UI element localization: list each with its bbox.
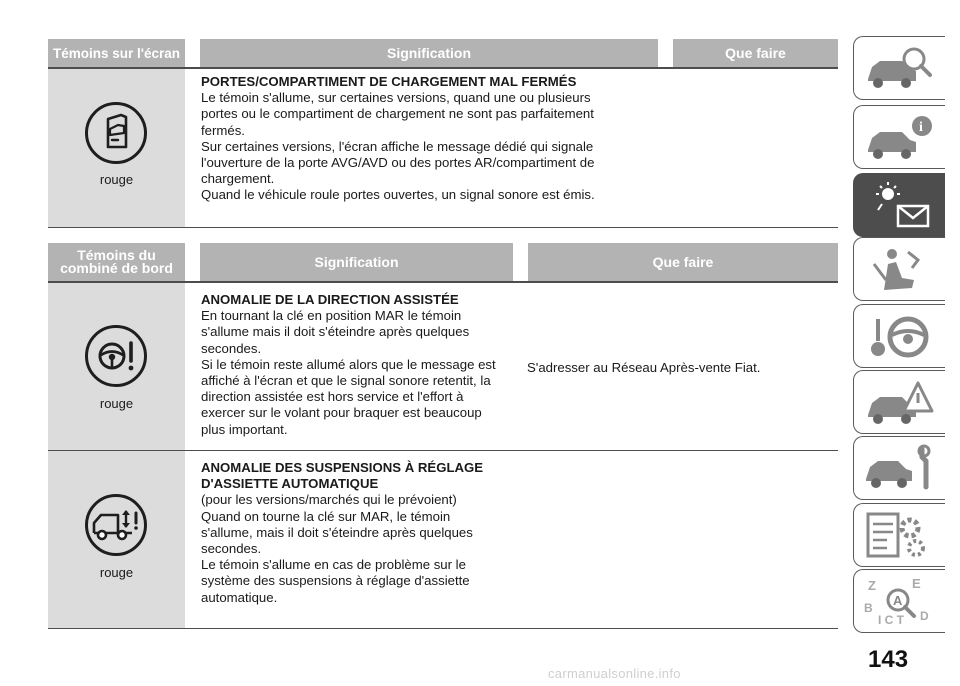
text-line: portes ou le compartiment de chargement ne sont pas parfaitement: [201, 106, 594, 122]
steering-wheel-warning-icon: [85, 325, 147, 387]
text-line: Si le témoin reste allumé alors que le message est: [201, 356, 496, 372]
table2-row2-color: rouge: [99, 565, 134, 580]
text-line: direction assistée est hors service et l'effort à: [201, 389, 464, 405]
tab-emergency[interactable]: [853, 370, 945, 434]
table2-header-meaning: Signification: [200, 243, 513, 281]
tab-safety[interactable]: [853, 237, 945, 301]
svg-text:Z: Z: [868, 578, 876, 593]
steering-key-icon: [862, 311, 938, 363]
table2-row2-title: ANOMALIE DES SUSPENSIONS À RÉGLAGE D'ASSIETTE AUTOMATIQUE: [201, 460, 484, 492]
svg-text:B: B: [864, 601, 873, 615]
table1-header-action: Que faire: [673, 39, 838, 67]
table2-header-indicator: Témoins du combiné de bord: [48, 243, 185, 281]
table2-header-action: Que faire: [528, 243, 838, 281]
tab-index[interactable]: [853, 569, 945, 633]
table2-row1-color: rouge: [99, 396, 134, 411]
text-line: chargement.: [201, 171, 275, 187]
page-number: 143: [868, 646, 909, 673]
data-gear-icon: [862, 510, 938, 562]
text-line: Le témoin s'allume en cas de problème sur le: [201, 557, 466, 573]
table1-row1-title: PORTES/COMPARTIMENT DE CHARGEMENT MAL FERMÉS: [201, 74, 577, 89]
text-line: s'allume mais il doit s'éteindre après quelques: [201, 324, 470, 340]
table1-row-rule: [48, 227, 838, 228]
text-line: secondes.: [201, 541, 262, 557]
tab-car-info[interactable]: [853, 105, 945, 169]
text-line: Quand le véhicule roule portes ouvertes, un signal sonore est émis.: [201, 187, 595, 203]
table1-row1-meaning: [201, 74, 661, 204]
index-search-icon: [862, 576, 938, 628]
car-search-icon: [862, 43, 938, 95]
table2-row1-meaning: [201, 292, 521, 438]
text-line: secondes.: [201, 340, 262, 356]
text-line: Quand on tourne la clé sur MAR, le témoin: [201, 508, 451, 524]
text-line: l'ouverture de la porte AVG/AVD ou des portes AR/compartiment de: [201, 155, 595, 171]
table2-row1-title: ANOMALIE DE LA DIRECTION ASSISTÉE: [201, 292, 459, 307]
door-open-icon: [85, 102, 147, 164]
table2-bottom-rule: [48, 628, 838, 629]
text-line: exercer sur le volant pour braquer est beaucoup: [201, 405, 482, 421]
text-line: Sur certaines versions, l'écran affiche le message dédié qui signale: [201, 138, 594, 154]
svg-text:E: E: [912, 576, 921, 591]
tab-starting-driving[interactable]: [853, 304, 945, 368]
watermark: carmanualsonline.info: [548, 666, 681, 681]
table2-row2-meaning: [201, 460, 521, 606]
tab-warning-lights[interactable]: [853, 173, 945, 237]
svg-text:A: A: [893, 593, 903, 608]
seat-airbag-icon: [862, 244, 938, 296]
svg-text:i: i: [919, 120, 923, 135]
text-line: affiché à l'écran et que le signal sonore retentit, la: [201, 373, 491, 389]
text-line: Le témoin s'allume, sur certaines versions, quand une ou plusieurs: [201, 90, 591, 106]
text-line: plus important.: [201, 421, 288, 437]
svg-text:D: D: [920, 609, 929, 623]
svg-text:I C T: I C T: [878, 613, 904, 627]
car-info-icon: [862, 112, 938, 164]
text-line: système des suspensions à réglage d'assiette: [201, 573, 470, 589]
text-line: (pour les versions/marchés qui le prévoient): [201, 492, 457, 508]
suspension-level-icon: [85, 494, 147, 556]
tab-car-search[interactable]: [853, 36, 945, 100]
text-line: En tournant la clé en position MAR le témoin: [201, 308, 462, 324]
warning-light-message-icon: [862, 180, 938, 232]
tab-technical-data[interactable]: [853, 503, 945, 567]
table1-header-indicator: Témoins sur l'écran: [48, 39, 185, 67]
tab-maintenance[interactable]: [853, 436, 945, 500]
table2-row1-action: S'adresser au Réseau Après-vente Fiat.: [527, 360, 761, 375]
car-wrench-icon: [862, 443, 938, 495]
car-breakdown-icon: [862, 377, 938, 429]
text-line: automatique.: [201, 589, 278, 605]
table1-header-meaning: Signification: [200, 39, 658, 67]
table1-row1-color: rouge: [99, 172, 134, 187]
text-line: fermés.: [201, 122, 245, 138]
text-line: s'allume, mais il doit s'éteindre après quelques: [201, 524, 473, 540]
